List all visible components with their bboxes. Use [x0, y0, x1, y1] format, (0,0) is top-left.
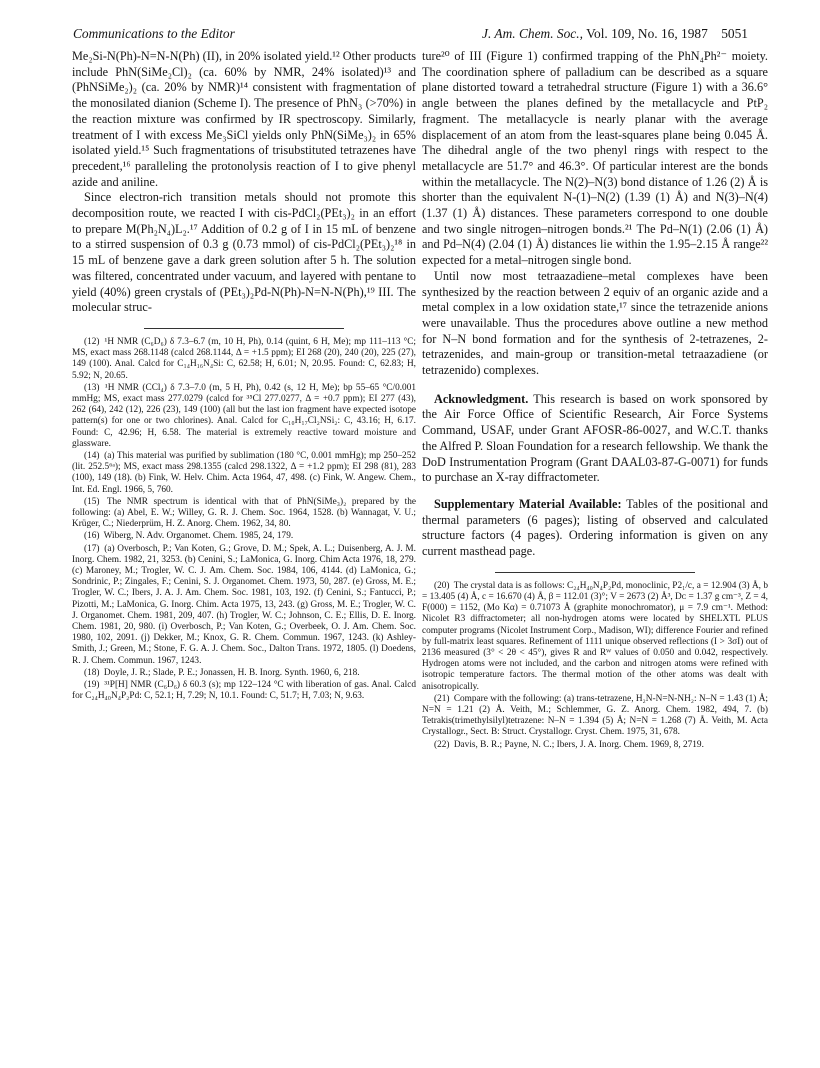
footnote: (15) The NMR spectrum is identical with that of PhN(SiMe₃)₂ prepared by the following: (a) Abel, E. W.; Willey, G. R. J. Chem. Soc. 1964, 1528. (b) Wannagat, V. U.; Krüger, C.; Niederprüm, H. Z. Anorg. Chem. 1962, 34, 80.: [72, 496, 417, 530]
footnote: (17) (a) Overbosch, P.; Van Koten, G.; Grove, D. M.; Spek, A. L.; Duisenberg, A. J. M. Inorg. Chem. 1982, 21, 3253. (b) Cenini, S.; LaMonica, G. Inorg. Chim Acta 1976, 18, 279. (c) Maroney, M.; Trogler, W. C. J. Am. Chem. Soc. 1984, 106, 4144. (d) LaMonica, G.; Sondrinic, P.; Zingales, F.; Cenini, S. J. Organomet. Chem. 1973, 50, 287. (e) Gross, M. E.; Trogler, W. C.; Ibers, J. A. J. Am. Chem. Soc. 1981, 103, 192. (f) Cenini, S.; Fantucci, P.; Pizotti, M.; LaMonica, G. Inorg. Chim. Acta 1975, 13, 243. (g) Gross, M. E.; Trogler, W. C. J. Organomet. Chem. 1981, 209, 407. (h) Trogler, W. C.; Johnson, C. E.; Ellis, D. E. Inorg. Chem. 1981, 20, 980. (i) Overbosch, P.; Van Koten, G.; Overbeek, O. J. Am. Chem. Soc. 1980, 102, 2091. (j) Dekker, M.; Knox, G. R. Chem. Commun. 1967, 1243. (k) Ashley-Smith, J.; Green, M.; Stone, F. G. A. J. Chem. Soc., Dalton Trans. 1972, 1805. (l) Doedens, R. J. Chem. Commun. 1967, 1243.: [72, 543, 416, 666]
footnote: (20) The crystal data is as follows: C₂₄H₄₀N₄P₂Pd, monoclinic, P2₁/c, a = 12.904 (3) Å, b = 13.405 (4) Å, c = 16.670 (4) Å, β = 112.01 (3)°; V = 2673 (2) Å³, Dᴄ = 1.37 g cm⁻³, Z = 4, F(000) = 1152, (Mo Kα) = 0.71073 Å (graphite monochromator), μ = 7.9 cm⁻¹. Method: Nicolet R3 diffractometer; all non-hydrogen atoms were located by SHELXTL PLUS computer programs (Nicolet Instrument Corp., Madison, WI); difference Fourier and refined by full-matrix least squares. Refinement of 1111 unique observed reflections (I > 3σI) out of 2136 measured (3° < 2θ < 45°), gives R and Rᵂ values of 0.050 and 0.042, respectively. Hydrogen atoms were not included, and the carbon and nitrogen atoms were refined with isotropic temperature factors. The thermal motion of the other atoms was dealt with anisotropically.: [422, 580, 769, 692]
footnote: (22) Davis, B. R.; Payne, N. C.; Ibers, J. A. Inorg. Chem. 1969, 8, 2719.: [434, 739, 704, 750]
supplementary-text: Tables of the positional and thermal parameters (6 pages); listing of observed and calculated structure factors (4 pages). Ordering information is given on any current masthead page.: [422, 496, 769, 559]
footnote: (18) Doyle, J. R.; Slade, P. E.; Jonassen, H. B. Inorg. Synth. 1960, 6, 218.: [84, 667, 360, 678]
running-head-citation: [482, 26, 748, 42]
footnote: (21) Compare with the following: (a) trans-tetrazene, H₂N-N=N-NH₂: N–N = 1.43 (1) Å; N=N = 1.21 (2) Å. Veith, M.; Schlemmer, G. Z. Anorg. Chem. 1982, 494, 7. (b) Tetrakis(trimethylsilyl)tetrazene: N–N = 1.394 (5) Å; N=N = 1.268 (7) Å. Veith, M. Acta Crystallogr., Sect. B: Struct. Crystallogr. Cryst. Chem. 1975, 31, 678.: [422, 693, 768, 738]
footnote: (16) Wiberg, N. Adv. Organomet. Chem. 1985, 24, 179.: [84, 531, 294, 542]
body-paragraph: Since electron-rich transition metals should not promote this decomposition route, we reacted I with cis-PdCl₂(PEt₃)₂ in an effort to prepare M(Ph₂N₄)L₂.¹⁷ Addition of 0.2 g of I in 15 mL of benzene to a stirred suspension of 0.3 g (0.73 mmol) of cis-PdCl₂(PEt₃)₂¹⁸ in 15 mL of benzene gave a dark green solution after 5 h. The solution was filtered, concentrated under vacuum, and layered with pentane to yield (40%) green crystals of (PEt₃)₂Pd-N(Ph)-N=N-N(Ph),¹⁹ III. The molecular struc-: [72, 190, 416, 315]
left-column: [72, 49, 416, 703]
footnote-list: [422, 581, 768, 751]
footnote-divider: [495, 572, 695, 573]
footnote-list: [72, 337, 416, 703]
acknowledgment-text: This research is based on work sponsored by the Air Force Office of Scientific Research, Air Force Systems Command, USAF, under Grant AFOSR-86-0027, and W.C.T. thanks the Alfred P. Sloan Foundation for a research fellowship. We thank the DoD Instrumentation Program (Grant DAAL03-87-G-0071) for funds to purchase an X-ray diffractometer.: [422, 391, 768, 485]
body-paragraph: Until now most tetraazadiene–metal complexes have been synthesized by the reaction between 2 equiv of an organic azide and a metal complex in a low oxidation state,¹⁷ since the tetrazenide anions were unavailable. Thus the procedures above outline a new method for N–N bond formation and for the synthesis of 2-tetrazenes, 2-tetrazenides, and main-group or transition-metal tetraazadiene (or tetrazenido) complexes.: [422, 268, 768, 378]
body-paragraph: ture²⁰ of III (Figure 1) confirmed trapping of the PhN₄Ph²⁻ moiety. The coordination sphere of palladium can be described as a square plane distorted toward a tetrahedral structure (Figure 1) with a 36.6° angle between the planes defined by the metallacycle and PtP₂ fragment. The metallacycle is nearly planar with the average displacement of an atom from the least-squares plane being 0.045 Å. The dihedral angle of the two phenyl rings with respect to the metallacycle are 51.7° and 46.3°. Of particular interest are the bonds within the metallacycle. The N(2)–N(3) bond distance of 1.26 (2) Å is shorter than the equivalent N-(1)–N(2) (1.39 (1) Å) and N(3)–N(4) (1.37 (1) Å) distances. These parameters correspond to one double and two single nitrogen–nitrogen bonds.²¹ The Pd–N(1) (2.06 (1) Å) and Pd–N(4) (2.04 (1) Å) distances lie within the 1.95–2.15 Å range²² expected for a metal–nitrogen single bond.: [422, 49, 768, 268]
footnote: (13) ¹H NMR (CCl₄) δ 7.3–7.0 (m, 5 H, Ph), 0.42 (s, 12 H, Me); bp 55–65 °C/0.001 mmHg; MS, exact mass 277.0279 (calcd for ³⁵Cl 277.0277, Δ = +0.7 ppm); EI 277 (43), 262 (64), 242 (12), 226 (23), 149 (100) (all but the last ion fragment have expected isotope pattern(s) for one or two chlorines). Anal. Calcd for C₁₀H₁₇Cl₂NSi₂: C, 43.16; H, 6.17. Found: C, 42.96; H, 6.58. The material is extremely reactive toward moisture and glassware.: [72, 382, 416, 449]
footnote: (12) ¹H NMR (C₆D₆) δ 7.3–6.7 (m, 10 H, Ph), 0.14 (quint, 6 H, Me); mp 111–113 °C; MS, exact mass 268.1148 (calcd 268.1144, Δ = +1.5 ppm); EI 268 (20), 240 (20), 225 (27), 149 (100). Anal. Calcd for C₁₄H₁₆N₄Si: C, 62.58; H, 6.01; N, 20.95. Found: C, 62.83; H, 5.92; N, 20.65.: [72, 336, 417, 381]
running-head-section: Communications to the Editor: [73, 26, 235, 41]
body-paragraph: Me₂Si-N(Ph)-N=N-N(Ph) (II), in 20% isolated yield.¹² Other products include PhN(SiMe₂Cl)₂ (ca. 60% by NMR, 24% isolated)¹³ and (PhNSiMe₂)₂ (ca. 20% by NMR)¹⁴ consistent with fragmentation of the monosilated dianion (Scheme I). The presence of PhN₃ (>70%) in the reaction mixture was confirmed by IR spectroscopy. Similarly, treatment of I with excess Me₃SiCl yields only PhN(SiMe₃)₂ in 65% isolated yield.¹⁵ Such fragmentations of trisubstituted tetrazenes have precedent,¹⁶ paralleling the protonolysis reaction of I to give phenyl azide and aniline.: [72, 49, 416, 189]
footnote: (14) (a) This material was purified by sublimation (180 °C, 0.001 mmHg); mp 250–252 (lit. 252.5⁶ᵃ); MS, exact mass 298.1355 (calcd 298.1322, Δ = +1.2 ppm); EI 298 (81), 283 (100), 149 (18). (b) Fink, W. Helv. Chim. Acta 1964, 47, 498. (c) Fink, W. Angew. Chem., Int. Ed. Engl. 1966, 5, 760.: [72, 450, 416, 495]
right-column: [422, 49, 768, 752]
supplementary-material: [422, 497, 768, 560]
page-number: 5051: [721, 26, 748, 41]
journal-name: J. Am. Chem. Soc.,: [482, 26, 583, 41]
footnote-divider: [144, 328, 344, 329]
journal-issue: Vol. 109, No. 16, 1987: [586, 26, 708, 41]
acknowledgment-heading: Acknowledgment.: [434, 391, 529, 406]
acknowledgment: [422, 392, 768, 486]
footnote: (19) ³¹P[H] NMR (C₆D₆) δ 60.3 (s); mp 122–124 °C with liberation of gas. Anal. Calcd for C₂₄H₄₀N₄P₂Pd: C, 52.1; H, 7.29; N, 10.1. Found: C, 51.7; H, 7.03; N, 9.63.: [72, 680, 416, 702]
supplementary-heading: Supplementary Material Available:: [434, 496, 622, 511]
